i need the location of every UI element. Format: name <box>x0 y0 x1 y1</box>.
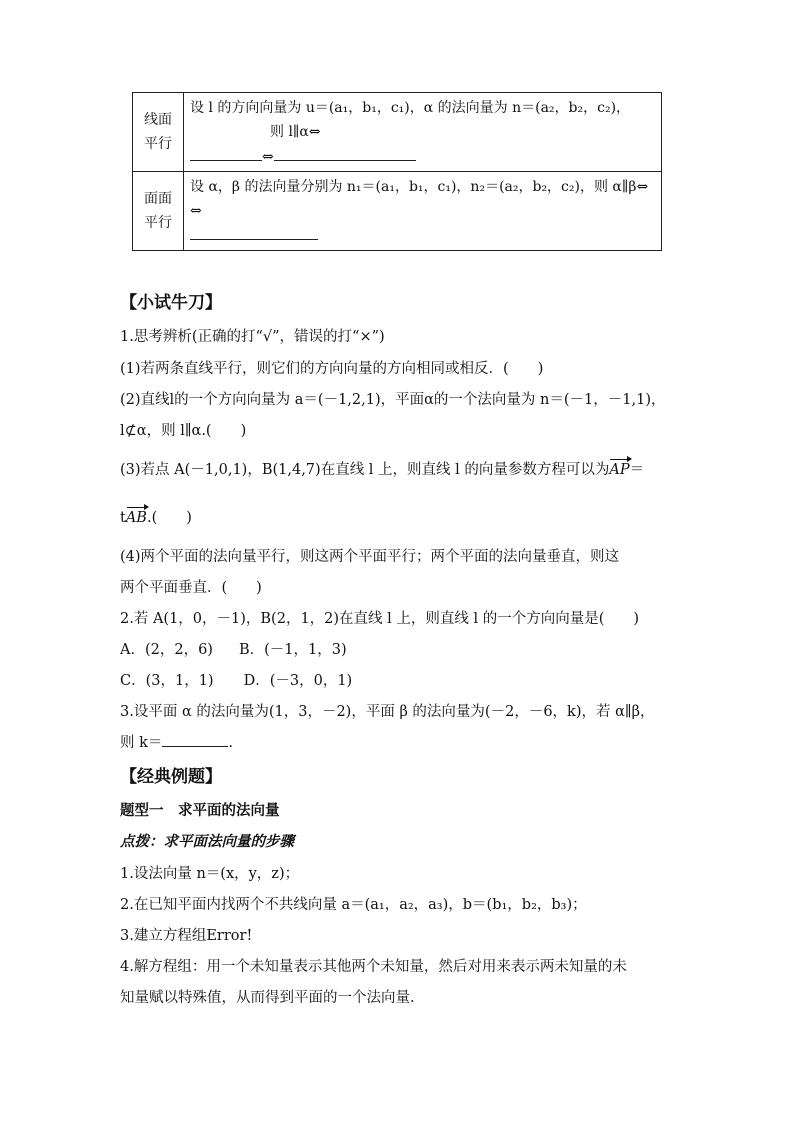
row-content-plane-plane <box>184 172 662 251</box>
row1-line1: 设 l 的方向向量为 u＝(a₁，b₁，c₁)，α 的法向量为 n＝(a₂，b₂，c₂)， <box>190 100 631 116</box>
q1-item-4-line2: 两个平面垂直．( ) <box>120 580 262 596</box>
step-1: 1.设法向量 n＝(x，y，z)； <box>120 866 300 882</box>
answer-blank[interactable] <box>162 732 228 747</box>
q3-line1: 3.设平面 α 的法向量为(1，3，－2)，平面 β 的法向量为(－2，－6，k)，若 α∥β， <box>120 704 655 720</box>
section-title-examples: 【经典例题】 <box>120 767 222 787</box>
type1-title: 题型一 求平面的法向量 <box>120 802 280 819</box>
q2-stem: 2.若 A(1，0，－1)，B(2，1，2)在直线 l 上，则直线 l 的一个方向向量是( ) <box>120 611 640 627</box>
row1-line3: ⇔ <box>190 144 655 169</box>
row-label-plane-plane: 面面 平行 <box>133 172 184 251</box>
q1-item-3-line2: tAB.( ) <box>120 510 192 526</box>
section-title-practice: 【小试牛刀】 <box>120 293 222 313</box>
table-row-plane-plane <box>133 172 662 251</box>
row-label-line-plane: 线面 平行 <box>133 93 184 172</box>
q1-item-1: (1)若两条直线平行，则它们的方向向量的方向相同或相反．( ) <box>120 361 544 377</box>
row2-line1: 设 α，β 的法向量分别为 n₁＝(a₁，b₁，c₁)，n₂＝(a₂，b₂，c₂)，则 α∥β⇔ <box>190 179 649 195</box>
step-2: 2.在已知平面内找两个不共线向量 a＝(a₁，a₂，a₃)，b＝(b₁，b₂，b₃)； <box>120 897 587 913</box>
q1-item-3-line1: (3)若点 A(－1,0,1)，B(1,4,7)在直线 l 上，则直线 l 的向量参数方程可以为AP＝ <box>120 462 645 478</box>
table-row-line-plane <box>133 93 662 172</box>
answer-blank[interactable] <box>190 223 318 240</box>
answer-blank[interactable] <box>190 144 262 161</box>
q1-item-2-line2: l⊄α，则 l∥α.( ) <box>120 423 247 439</box>
q1-item-2-line1: (2)直线l的一个方向向量为 a＝(－1,2,1)，平面α的一个法向量为 n＝(－1，－1,1)， <box>120 392 666 408</box>
option-c[interactable]: C．(3，1，1) <box>120 673 214 689</box>
q1-stem: 1.思考辨析(正确的打“√”，错误的打“×”) <box>120 329 385 345</box>
vector-ab: AB <box>125 510 147 526</box>
option-b[interactable]: B．(－1，1，3) <box>238 642 347 658</box>
answer-blank[interactable] <box>274 144 416 161</box>
vector-ap: AP <box>609 462 630 478</box>
q3-line2: 则 k＝ . <box>120 731 233 752</box>
q2-options-row2 <box>120 669 352 690</box>
row2-line2: ⇔ <box>190 203 202 219</box>
step-4-line2: 知量赋以特殊值，从而得到平面的一个法向量. <box>120 990 415 1006</box>
parallel-criteria-table <box>132 92 662 251</box>
row1-line2: 则 l∥α⇔ <box>270 124 321 140</box>
type1-tip: 点拨：求平面法向量的步骤 <box>120 833 294 850</box>
row2-line3 <box>190 223 655 248</box>
option-d[interactable]: D．(－3，0，1) <box>243 673 353 689</box>
row-content-line-plane <box>184 93 662 172</box>
q2-options-row1 <box>120 638 347 659</box>
step-3: 3.建立方程组Error! <box>120 928 253 944</box>
q1-item-4-line1: (4)两个平面的法向量平行，则这两个平面平行；两个平面的法向量垂直，则这 <box>120 549 620 565</box>
step-4-line1: 4.解方程组：用一个未知量表示其他两个未知量，然后对用来表示两未知量的未 <box>120 959 627 975</box>
option-a[interactable]: A．(2，2，6) <box>120 642 213 658</box>
